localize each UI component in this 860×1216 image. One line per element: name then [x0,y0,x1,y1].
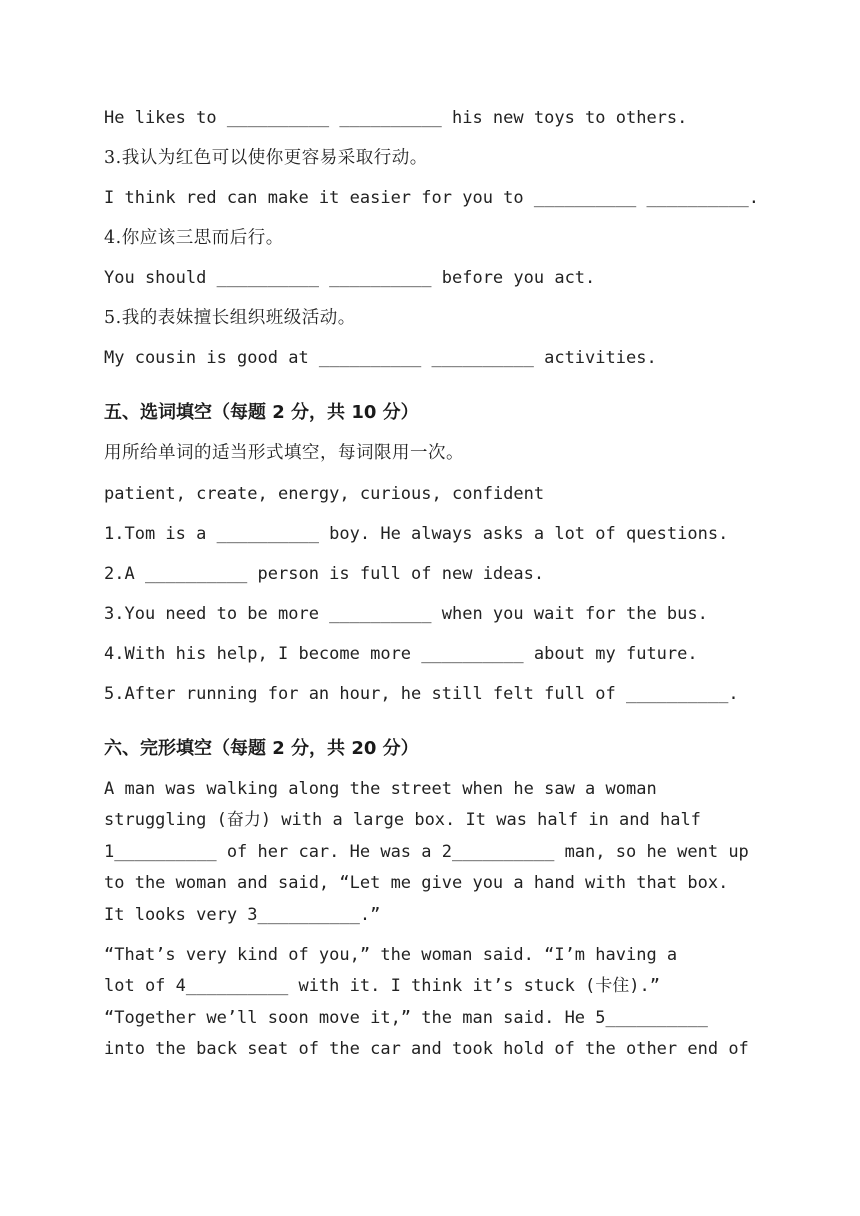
translation-answer-5: My cousin is good at __________ __________ activities. [104,348,657,368]
cloze-passage-line: It looks very 3__________.” [104,905,381,925]
translation-answer-3: I think red can make it easier for you to __________ __________. [104,188,760,208]
section-6-heading: 六、完形填空（每题 2 分，共 20 分） [104,738,419,759]
translation-prompt-4: 4.你应该三思而后行。 [104,228,284,248]
fill-item-4: 4.With his help, I become more __________ about my future. [104,644,698,664]
cloze-passage-line: to the woman and said, “Let me give you a hand with that box. [104,873,729,893]
cloze-passage-line: A man was walking along the street when he saw a woman [104,779,657,799]
cloze-passage-line: “Together we’ll soon move it,” the man said. He 5__________ [104,1008,708,1028]
translation-answer-4: You should __________ __________ before you act. [104,268,596,288]
cloze-passage-line: into the back seat of the car and took hold of the other end of [104,1039,749,1059]
fill-item-5: 5.After running for an hour, he still felt full of __________. [104,684,739,704]
cloze-passage-line: lot of 4__________ with it. I think it’s stuck (卡住).” [104,976,660,996]
translation-answer-2: He likes to __________ __________ his new toys to others. [104,108,688,128]
fill-item-3: 3.You need to be more __________ when you wait for the bus. [104,604,708,624]
cloze-passage-line: “That’s very kind of you,” the woman said. “I’m having a [104,945,678,965]
translation-prompt-3: 3.我认为红色可以使你更容易采取行动。 [104,148,428,168]
translation-prompt-5: 5.我的表妹擅长组织班级活动。 [104,308,356,328]
cloze-passage-line: struggling (奋力) with a large box. It was half in and half [104,810,701,830]
section-5-instruction: 用所给单词的适当形式填空，每词限用一次。 [104,443,464,463]
cloze-passage-line: 1__________ of her car. He was a 2__________ man, so he went up [104,842,749,862]
fill-item-2: 2.A __________ person is full of new ideas. [104,564,545,584]
section-5-heading: 五、选词填空（每题 2 分，共 10 分） [104,402,419,423]
word-bank: patient, create, energy, curious, confident [104,484,545,504]
fill-item-1: 1.Tom is a __________ boy. He always asks a lot of questions. [104,524,729,544]
